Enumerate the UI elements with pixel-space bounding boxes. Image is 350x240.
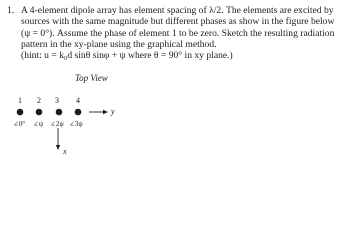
element-number-2: 2: [37, 96, 41, 105]
x-axis-label: x: [63, 147, 67, 156]
problem-line-2: sources with the same magnitude but different phases as show in the figure below: [21, 16, 335, 28]
element-number-1: 1: [18, 96, 22, 105]
problem-line-3: (ψ = 0°). Assume the phase of element 1 to be zero. Sketch the resulting radiation: [21, 27, 335, 39]
dipole-element-2: [36, 109, 43, 116]
problem-number: 1.: [7, 5, 15, 16]
y-axis-arrowhead: [103, 110, 108, 114]
problem-line-4: pattern in the xy-plane using the graphical method.: [21, 38, 217, 50]
dipole-element-1: [17, 109, 24, 116]
element-number-4: 4: [76, 96, 80, 105]
dipole-element-4: [75, 109, 82, 116]
figure-caption: Top View: [75, 73, 108, 83]
x-axis-arrowhead: [56, 145, 60, 150]
phase-label-1: ∠0°: [13, 120, 26, 128]
phase-label-4: ∠3ψ: [69, 120, 83, 128]
phase-label-3: ∠2ψ: [50, 120, 64, 128]
problem-line-5: (hint: u = k₀d sinθ sinφ + ψ where θ = 90° in xy plane.): [21, 50, 233, 62]
problem-line-1: A 4-element dipole array has element spacing of λ/2. The elements are excited by: [21, 5, 334, 16]
y-axis-label: y: [111, 107, 115, 116]
dipole-element-3: [56, 109, 63, 116]
element-number-3: 3: [55, 96, 59, 105]
phase-label-2: ∠ψ: [33, 120, 44, 128]
